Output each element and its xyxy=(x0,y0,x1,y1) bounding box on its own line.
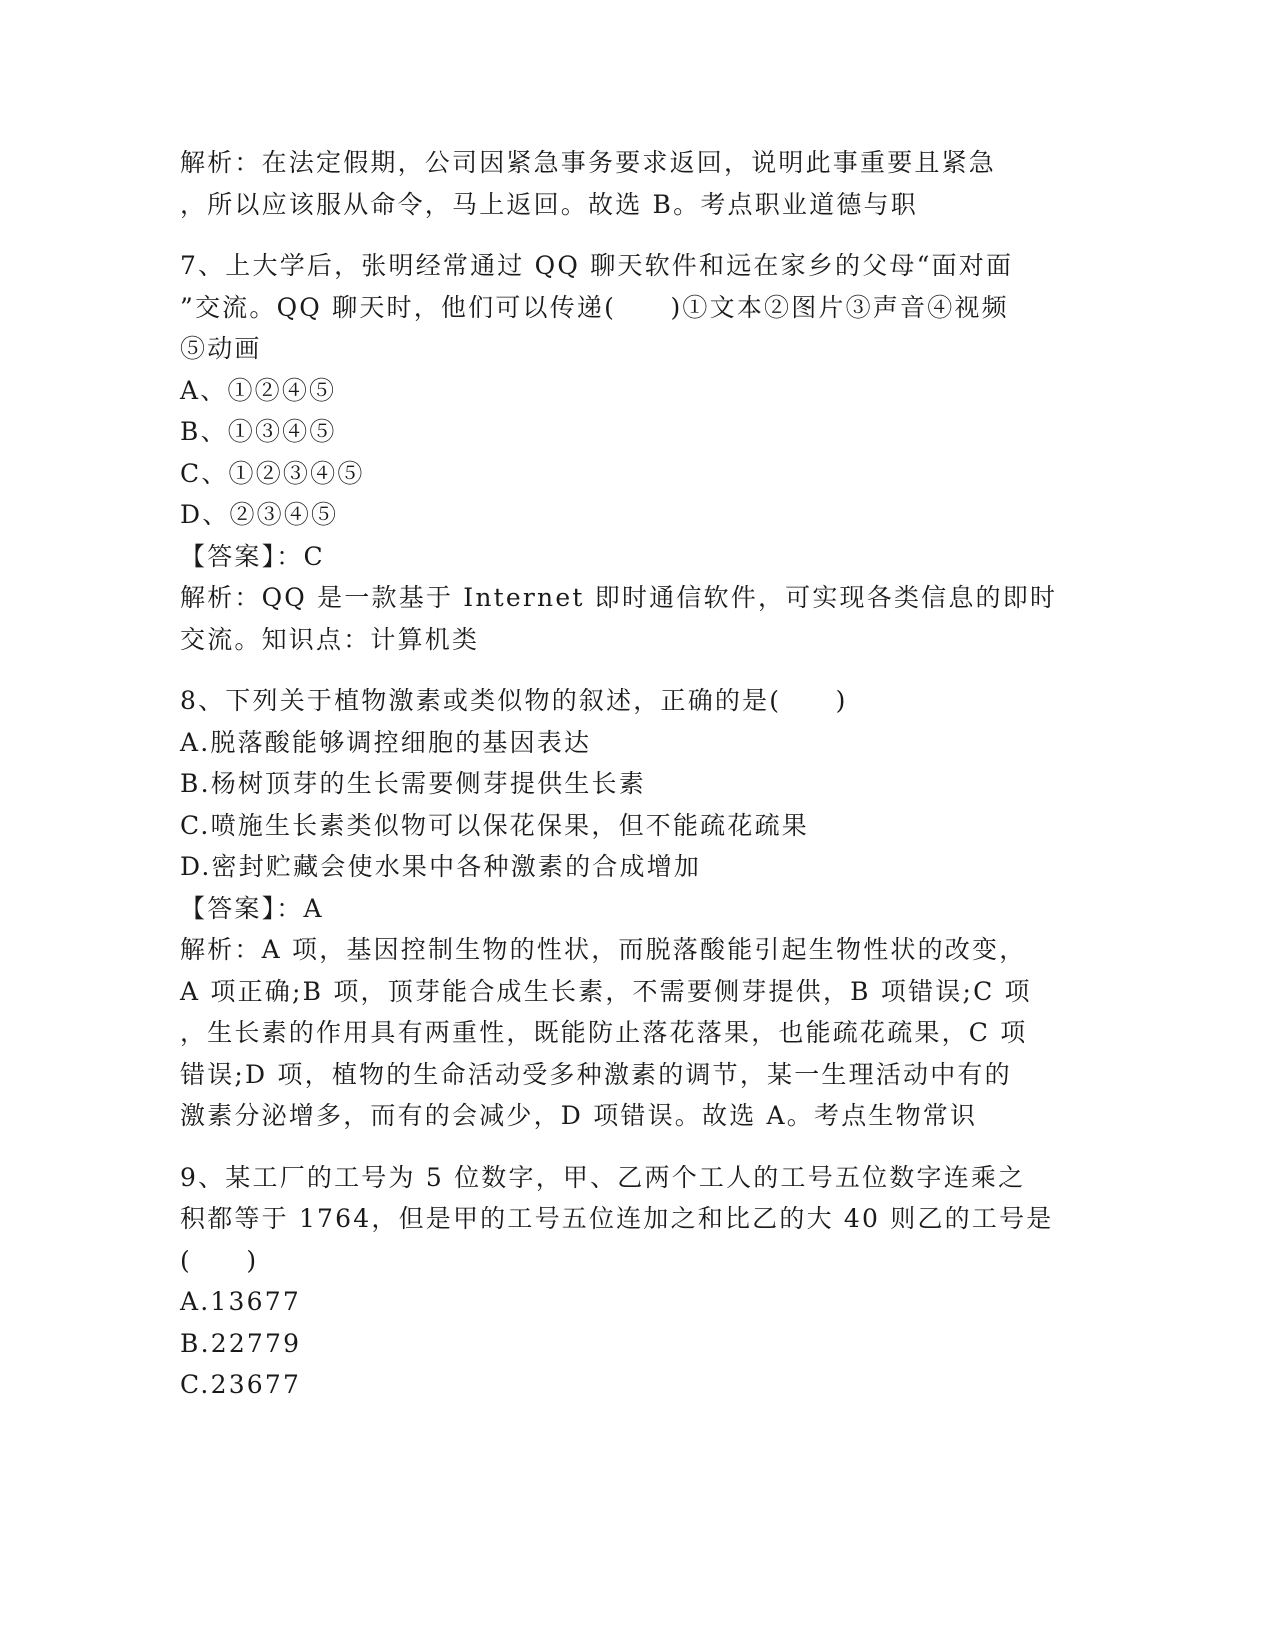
analysis-line: ，所以应该服从命令，马上返回。故选 B。考点职业道德与职 xyxy=(180,189,918,219)
analysis-line: 解析：QQ 是一款基于 Internet 即时通信软件，可实现各类信息的即时 xyxy=(180,583,1058,612)
option-c: C.喷施生长素类似物可以保花保果，但不能疏花疏果 xyxy=(180,810,809,840)
question-8 xyxy=(180,680,1040,1137)
question-stem-line: 9、某工厂的工号为 5 位数字，甲、乙两个工人的工号五位数字连乘之 xyxy=(180,1162,1026,1192)
question-stem-line: 7、上大学后，张明经常通过 QQ 聊天软件和远在家乡的父母“面对面 xyxy=(180,251,1014,280)
answer-label: 【答案】：A xyxy=(180,893,324,923)
question-7 xyxy=(180,245,1058,660)
question-stem-line: 8、下列关于植物激素或类似物的叙述，正确的是( ) xyxy=(180,686,848,715)
question-stem-line: ⑤动画 xyxy=(180,334,262,363)
option-a: A.13677 xyxy=(180,1287,301,1316)
analysis-line: ，生长素的作用具有两重性，既能防止落花落果，也能疏花疏果，C 项 xyxy=(180,1018,1028,1047)
analysis-line: 解析：在法定假期，公司因紧急事务要求返回，说明此事重要且紧急 xyxy=(180,148,997,177)
analysis-line: 错误;D 项，植物的生命活动受多种激素的调节，某一生理活动中有的 xyxy=(180,1059,1012,1089)
option-b: B、①③④⑤ xyxy=(180,417,337,446)
question-stem-line: ( ) xyxy=(180,1245,259,1275)
page-content xyxy=(180,142,1058,1406)
q6-analysis xyxy=(180,142,1040,225)
option-d: D、②③④⑤ xyxy=(180,500,339,529)
question-stem-line: 积都等于 1764，但是甲的工号五位连加之和比乙的大 40 则乙的工号是 xyxy=(180,1204,1054,1233)
question-9 xyxy=(180,1157,1054,1406)
option-a: A.脱落酸能够调控细胞的基因表达 xyxy=(180,727,592,757)
option-a: A、①②④⑤ xyxy=(180,375,337,405)
question-stem-line: ”交流。QQ 聊天时，他们可以传递( )①文本②图片③声音④视频 xyxy=(180,292,1009,322)
option-b: B.杨树顶芽的生长需要侧芽提供生长素 xyxy=(180,769,646,798)
option-c: C、①②③④⑤ xyxy=(180,458,365,488)
option-d: D.密封贮藏会使水果中各种激素的合成增加 xyxy=(180,852,702,881)
analysis-line: 交流。知识点：计算机类 xyxy=(180,624,480,654)
analysis-line: 解析：A 项，基因控制生物的性状，而脱落酸能引起生物性状的改变， xyxy=(180,935,1027,964)
option-c: C.23677 xyxy=(180,1370,302,1399)
answer-label: 【答案】：C xyxy=(180,541,325,571)
analysis-line: A 项正确;B 项，顶芽能合成生长素，不需要侧芽提供，B 项错误;C 项 xyxy=(180,976,1032,1006)
option-b: B.22779 xyxy=(180,1328,302,1358)
analysis-line: 激素分泌增多，而有的会减少，D 项错误。故选 A。考点生物常识 xyxy=(180,1101,978,1130)
